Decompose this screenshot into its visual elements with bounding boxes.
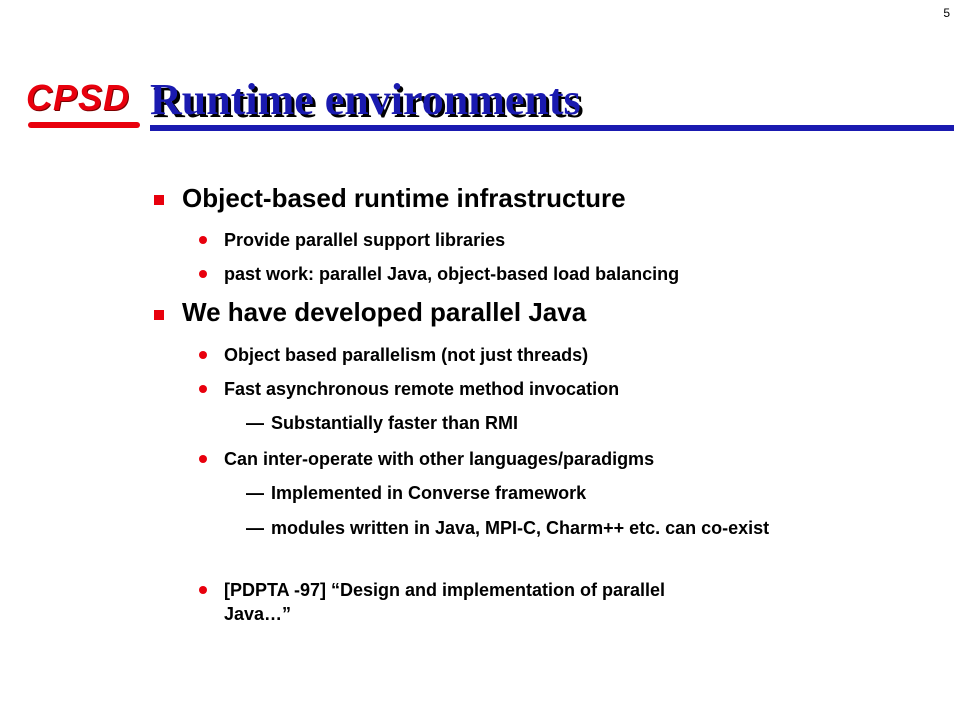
sub-bullet-inter-operate: Can inter-operate with other languages/paradigms bbox=[224, 449, 655, 469]
sub-bullet-object-parallelism: Object based parallelism (not just threads) bbox=[224, 345, 589, 365]
sub-bullet-async-rmi: Fast asynchronous remote method invocation bbox=[224, 379, 620, 399]
bullet-object-based-runtime: Object-based runtime infrastructure bbox=[182, 183, 626, 213]
dash-marker: — bbox=[246, 483, 264, 503]
logo-text: CPSD bbox=[26, 77, 131, 118]
sub-bullet-pdpta-line-1: [PDPTA -97] “Design and implementation of parallel bbox=[224, 580, 666, 600]
dash-item-converse bbox=[246, 482, 886, 504]
round-bullet-icon bbox=[199, 270, 207, 278]
round-bullet-icon bbox=[199, 586, 207, 594]
dash-item-faster-than-rmi bbox=[246, 412, 886, 434]
slide-title: Runtime environments bbox=[150, 75, 581, 124]
dash-item-text: Substantially faster than RMI bbox=[271, 413, 519, 433]
sub-bullet-pdpta-line-2: Java…” bbox=[224, 604, 292, 624]
dash-item-text: Implemented in Converse framework bbox=[271, 483, 587, 503]
square-bullet-icon bbox=[154, 195, 164, 205]
dash-item-modules bbox=[246, 517, 886, 539]
round-bullet-icon bbox=[199, 455, 207, 463]
square-bullet-icon bbox=[154, 310, 164, 320]
page-number: 5 bbox=[943, 6, 950, 20]
bullet-parallel-java: We have developed parallel Java bbox=[182, 297, 587, 327]
dash-marker: — bbox=[246, 413, 264, 433]
dash-item-text: modules written in Java, MPI-C, Charm++ etc. can co-exist bbox=[271, 518, 770, 538]
dash-marker: — bbox=[246, 518, 264, 538]
round-bullet-icon bbox=[199, 351, 207, 359]
round-bullet-icon bbox=[199, 236, 207, 244]
sub-bullet-support-libraries: Provide parallel support libraries bbox=[224, 230, 506, 250]
sub-bullet-past-work: past work: parallel Java, object-based load balancing bbox=[224, 264, 680, 284]
round-bullet-icon bbox=[199, 385, 207, 393]
